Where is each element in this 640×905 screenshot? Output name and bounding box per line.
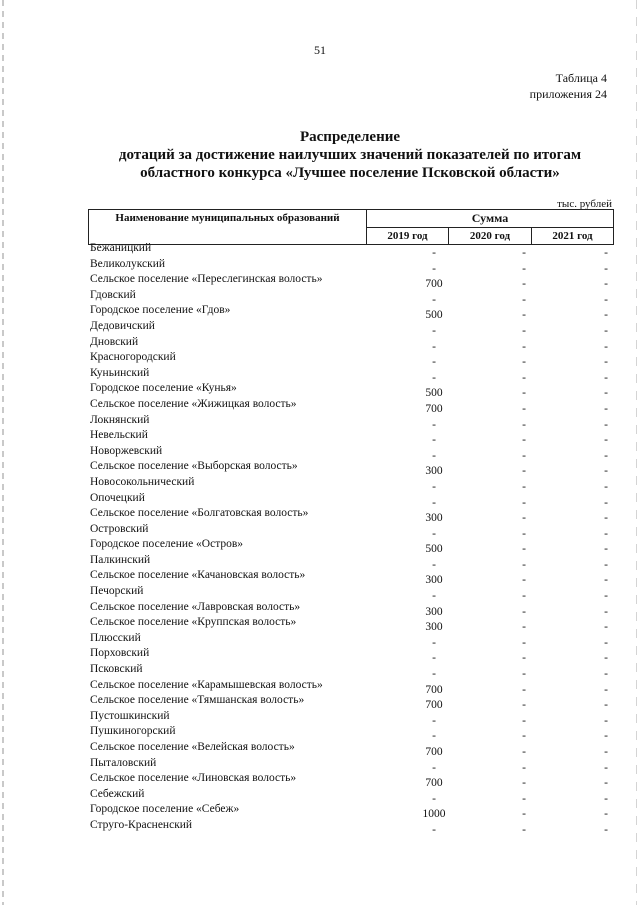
table-row	[90, 788, 620, 804]
row-name: Псковский	[90, 663, 143, 676]
value-2019: -	[432, 714, 436, 727]
value-2020: -	[522, 402, 526, 415]
row-name: Новоржевский	[90, 444, 163, 457]
value-2020: -	[522, 761, 526, 774]
value-2019: -	[432, 558, 436, 571]
table-row	[90, 554, 620, 570]
row-name: Островский	[90, 522, 149, 535]
value-2020: -	[522, 340, 526, 353]
value-2019: 300	[425, 512, 443, 525]
value-2019: -	[432, 449, 436, 462]
row-name: Сельское поселение «Велейская волость»	[90, 741, 295, 753]
value-2019: -	[432, 293, 436, 306]
row-name: Дновский	[90, 335, 139, 348]
value-2021: -	[604, 340, 608, 353]
value-2020: -	[522, 465, 526, 478]
page-number: 51	[314, 43, 326, 57]
value-2019: -	[432, 823, 436, 836]
value-2021: -	[604, 823, 608, 836]
value-2021: -	[604, 247, 608, 259]
value-2019: -	[432, 262, 436, 275]
value-2019: -	[432, 434, 436, 447]
appendix-table-label: Таблица 4	[555, 71, 607, 85]
row-name: Печорский	[90, 585, 144, 598]
value-2019: 500	[425, 543, 443, 556]
row-name: Себежский	[90, 787, 145, 800]
title-line-2: дотаций за достижение наилучших значений показателей по итогам	[118, 147, 582, 163]
value-2020: -	[522, 605, 526, 618]
row-name: Бежаницкий	[90, 242, 152, 254]
title-line-1: Распределение	[299, 129, 401, 145]
table-row	[90, 616, 620, 632]
value-2021: -	[604, 683, 608, 696]
value-2020: -	[522, 418, 526, 431]
document-title	[60, 128, 640, 182]
value-2020: -	[522, 496, 526, 509]
table-row	[90, 569, 620, 585]
row-name: Сельское поселение «Болгатовская волость»	[90, 507, 309, 520]
table-row	[90, 460, 620, 476]
value-2021: -	[604, 558, 608, 571]
row-name: Сельское поселение «Жижицкая волость»	[90, 397, 297, 410]
value-2019: 300	[425, 465, 443, 478]
value-2021: -	[604, 808, 608, 821]
value-2019: -	[432, 590, 436, 603]
table-row	[90, 258, 620, 274]
row-name: Красногородский	[90, 351, 176, 364]
value-2021: -	[604, 309, 608, 322]
units-label: тыс. рублей	[557, 198, 612, 210]
value-2020: -	[522, 777, 526, 790]
row-name: Дедовичский	[90, 319, 155, 332]
value-2021: -	[604, 293, 608, 306]
table-row	[90, 242, 620, 258]
value-2019: -	[432, 371, 436, 384]
value-2020: -	[522, 746, 526, 758]
value-2021: -	[604, 621, 608, 634]
table-row	[90, 507, 620, 523]
value-2020: -	[522, 356, 526, 369]
value-2019: -	[432, 668, 436, 681]
row-name: Сельское поселение «Тямшанская волость»	[90, 694, 305, 707]
value-2019: -	[432, 761, 436, 774]
value-2020: -	[522, 371, 526, 384]
row-name: Палкинский	[90, 553, 151, 566]
table-row	[90, 663, 620, 679]
value-2019: 700	[425, 278, 443, 291]
table-row	[90, 679, 620, 695]
table-row	[90, 351, 620, 367]
value-2020: -	[522, 823, 526, 836]
table-row	[90, 289, 620, 305]
value-2020: -	[522, 387, 526, 400]
table-row	[90, 492, 620, 508]
value-2021: -	[604, 652, 608, 665]
header-year-2020: 2020 год	[449, 228, 532, 244]
value-2021: -	[604, 262, 608, 275]
value-2020: -	[522, 652, 526, 665]
value-2019: 700	[425, 699, 443, 712]
table-row	[90, 336, 620, 352]
value-2019: -	[432, 340, 436, 353]
value-2021: -	[604, 387, 608, 400]
table-row	[90, 382, 620, 398]
row-name: Сельское поселение «Переслегинская волость»	[90, 273, 323, 286]
value-2021: -	[604, 792, 608, 805]
value-2021: -	[604, 356, 608, 369]
value-2020: -	[522, 262, 526, 275]
value-2021: -	[604, 278, 608, 291]
value-2021: -	[604, 324, 608, 337]
table-row	[90, 725, 620, 741]
row-name: Локнянский	[90, 413, 150, 426]
value-2019: 700	[425, 402, 443, 415]
row-name: Городское поселение «Гдов»	[90, 304, 231, 317]
row-name: Сельское поселение «Выборская волость»	[90, 460, 298, 473]
value-2021: -	[604, 668, 608, 681]
header-year-2019: 2019 год	[367, 228, 449, 244]
value-2021: -	[604, 699, 608, 712]
value-2020: -	[522, 636, 526, 649]
value-2020: -	[522, 247, 526, 259]
table-header	[88, 209, 614, 245]
value-2019: -	[432, 480, 436, 493]
scan-edge-left	[2, 0, 4, 905]
value-2021: -	[604, 434, 608, 447]
table-row	[90, 694, 620, 710]
header-year-2021: 2021 год	[552, 230, 593, 242]
row-name: Городское поселение «Остров»	[90, 538, 244, 551]
row-name: Пыталовский	[90, 756, 157, 769]
value-2019: 500	[425, 309, 443, 322]
value-2020: -	[522, 434, 526, 447]
value-2020: -	[522, 574, 526, 587]
value-2019: 300	[425, 605, 443, 618]
value-2019: 500	[425, 387, 443, 400]
value-2020: -	[522, 543, 526, 556]
value-2021: -	[604, 402, 608, 415]
value-2019: -	[432, 356, 436, 369]
value-2020: -	[522, 730, 526, 743]
value-2020: -	[522, 278, 526, 291]
row-name: Новосокольнический	[90, 475, 195, 488]
value-2019: 1000	[422, 808, 446, 821]
row-name: Великолукский	[90, 257, 166, 270]
value-2019: -	[432, 247, 436, 259]
table-row	[90, 632, 620, 648]
value-2019: 300	[425, 574, 443, 587]
row-name: Сельское поселение «Карамышевская волость»	[90, 678, 323, 691]
table-row	[90, 304, 620, 320]
value-2020: -	[522, 480, 526, 493]
value-2020: -	[522, 527, 526, 540]
value-2021: -	[604, 527, 608, 540]
value-2019: -	[432, 496, 436, 509]
value-2019: 700	[425, 746, 443, 758]
table-row	[90, 523, 620, 539]
value-2019: -	[432, 527, 436, 540]
value-2019: -	[432, 636, 436, 649]
row-name: Гдовский	[90, 288, 136, 301]
table-row	[90, 819, 620, 835]
value-2021: -	[604, 636, 608, 649]
value-2019: 700	[425, 683, 443, 696]
table-row	[90, 585, 620, 601]
table-body	[90, 242, 620, 835]
value-2021: -	[604, 574, 608, 587]
table-row	[90, 538, 620, 554]
table-row	[90, 367, 620, 383]
value-2019: -	[432, 652, 436, 665]
value-2020: -	[522, 293, 526, 306]
value-2020: -	[522, 668, 526, 681]
row-name: Городское поселение «Себеж»	[90, 803, 240, 816]
value-2020: -	[522, 808, 526, 821]
table-row	[90, 803, 620, 819]
row-name: Пустошкинский	[90, 709, 170, 722]
value-2020: -	[522, 699, 526, 712]
value-2020: -	[522, 558, 526, 571]
value-2020: -	[522, 309, 526, 322]
table-row	[90, 320, 620, 336]
value-2019: -	[432, 730, 436, 743]
value-2020: -	[522, 714, 526, 727]
table-row	[90, 445, 620, 461]
value-2021: -	[604, 496, 608, 509]
table-row	[90, 476, 620, 492]
value-2019: 300	[425, 621, 443, 634]
appendix-reference	[530, 70, 607, 102]
value-2020: -	[522, 324, 526, 337]
value-2021: -	[604, 605, 608, 618]
value-2020: -	[522, 512, 526, 525]
value-2021: -	[604, 449, 608, 462]
row-name: Опочецкий	[90, 491, 145, 504]
table-row	[90, 429, 620, 445]
value-2020: -	[522, 792, 526, 805]
value-2020: -	[522, 683, 526, 696]
value-2020: -	[522, 590, 526, 603]
value-2021: -	[604, 512, 608, 525]
value-2019: -	[432, 792, 436, 805]
value-2021: -	[604, 480, 608, 493]
table-row	[90, 741, 620, 757]
value-2021: -	[604, 465, 608, 478]
table-row	[90, 273, 620, 289]
header-sum: Сумма	[367, 210, 613, 228]
value-2021: -	[604, 746, 608, 758]
value-2021: -	[604, 730, 608, 743]
table-row	[90, 647, 620, 663]
value-2021: -	[604, 777, 608, 790]
row-name: Невельский	[90, 429, 148, 442]
row-name: Куньинский	[90, 366, 150, 379]
row-name: Сельское поселение «Лавровская волость»	[90, 600, 301, 613]
row-name: Струго-Красненский	[90, 818, 193, 831]
value-2020: -	[522, 449, 526, 462]
appendix-annex-label: приложения 24	[529, 87, 607, 101]
table-row	[90, 710, 620, 726]
value-2021: -	[604, 590, 608, 603]
row-name: Порховский	[90, 647, 150, 660]
table-row	[90, 398, 620, 414]
value-2021: -	[604, 371, 608, 384]
row-name: Городское поселение «Кунья»	[90, 382, 237, 395]
value-2021: -	[604, 418, 608, 431]
value-2021: -	[604, 543, 608, 556]
table-row	[90, 601, 620, 617]
row-name: Сельское поселение «Круппская волость»	[90, 616, 297, 629]
value-2019: 700	[425, 777, 443, 790]
row-name: Плюсский	[90, 631, 141, 644]
value-2019: -	[432, 324, 436, 337]
row-name: Сельское поселение «Линовская волость»	[90, 772, 297, 785]
header-name-column: Наименование муниципальных образований	[89, 210, 367, 244]
table-row	[90, 772, 620, 788]
title-line-3: областного конкурса «Лучшее поселение Псковской области»	[140, 165, 560, 181]
row-name: Пушкиногорский	[90, 725, 176, 738]
value-2019: -	[432, 418, 436, 431]
value-2021: -	[604, 761, 608, 774]
row-name: Сельское поселение «Качановская волость»	[90, 569, 306, 582]
value-2020: -	[522, 621, 526, 634]
value-2021: -	[604, 714, 608, 727]
table-row	[90, 757, 620, 773]
table-row	[90, 414, 620, 430]
